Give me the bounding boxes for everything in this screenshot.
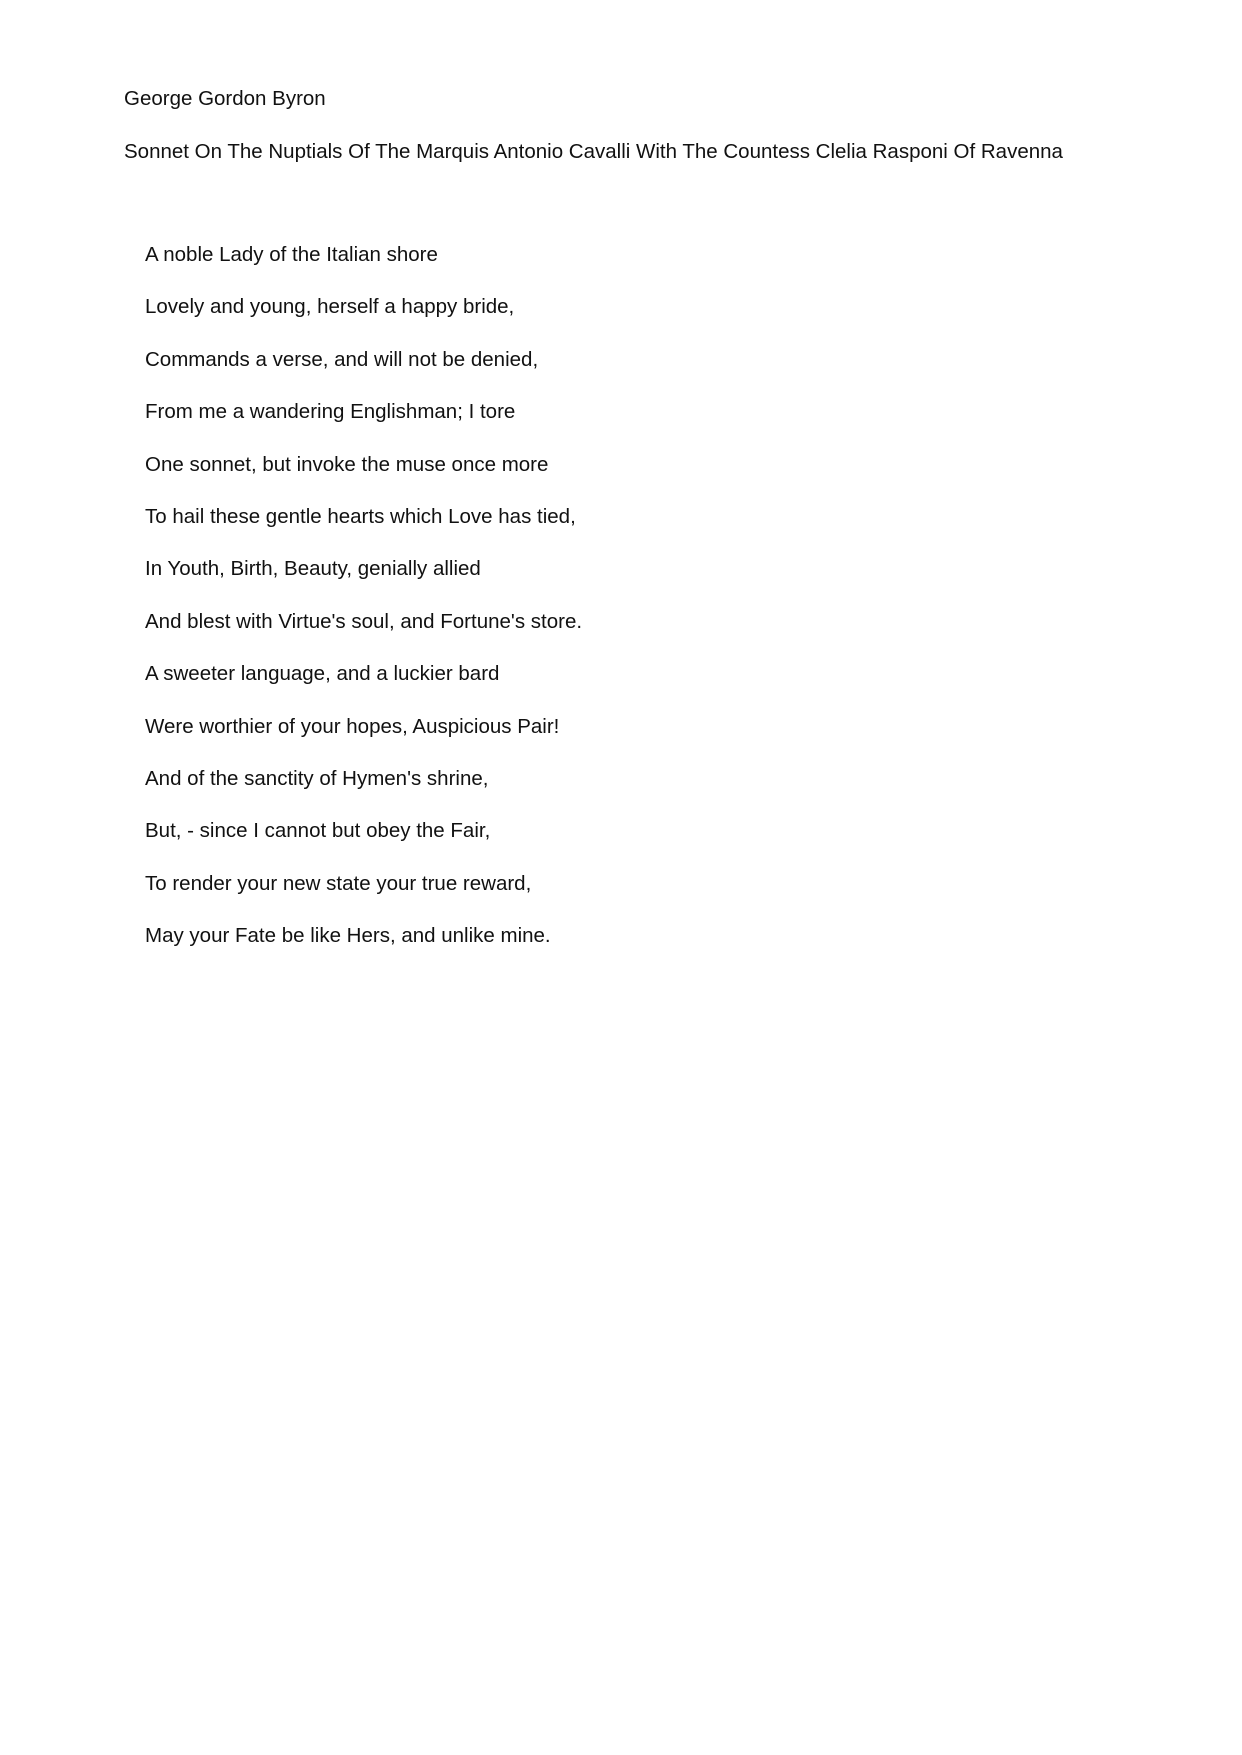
poem-line: A sweeter language, and a luckier bard [145,662,500,686]
poem-line: May your Fate be like Hers, and unlike mine. [145,924,551,948]
poem-line: Were worthier of your hopes, Auspicious Pair! [145,714,560,738]
poem-line: Lovely and young, herself a happy bride, [145,295,515,319]
poem-line: But, - since I cannot but obey the Fair, [145,819,491,843]
author-name: George Gordon Byron [124,87,326,110]
poem-line: Commands a verse, and will not be denied, [145,347,539,371]
poem-body [145,242,582,975]
poem-line: One sonnet, but invoke the muse once more [145,452,549,476]
poem-line: To render your new state your true reward, [145,871,532,895]
poem-title: Sonnet On The Nuptials Of The Marquis Antonio Cavalli With The Countess Clelia Rasponi Of Ravenna [124,140,1063,163]
poem-line: And of the sanctity of Hymen's shrine, [145,766,489,790]
poem-line: To hail these gentle hearts which Love has tied, [145,504,576,528]
poem-line: A noble Lady of the Italian shore [145,243,438,266]
poem-line: And blest with Virtue's soul, and Fortune's store. [145,609,583,633]
poem-line: From me a wandering Englishman; I tore [145,400,516,424]
poem-line: In Youth, Birth, Beauty, genially allied [145,557,481,581]
